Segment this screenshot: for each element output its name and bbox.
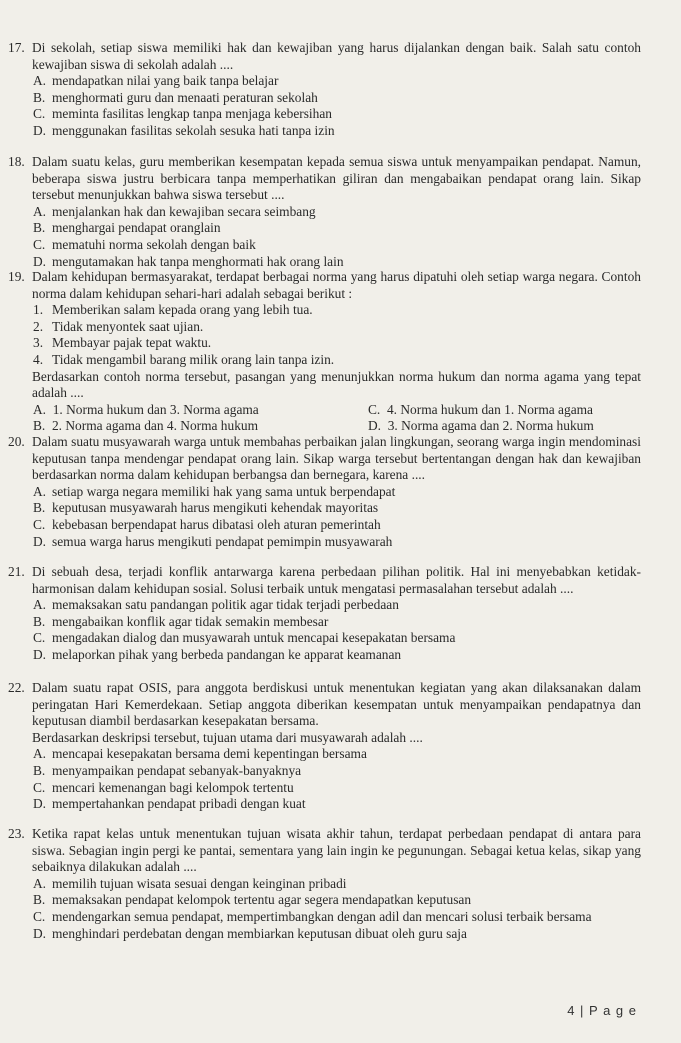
- option-b: B. menyampaikan pendapat sebanyak-banyaknya: [33, 762, 302, 778]
- option-d: D. melaporkan pihak yang berbeda pandangan ke apparat keamanan: [33, 646, 402, 662]
- question-stem: Dalam suatu musyawarah warga untuk membahas perbaikan jalan lingkungan, seorang warga ingin mendominasi keputusan tanpa mendengar pendapat orang lain. Sikap warga tersebut bertentangan dengan hak dan kewajiban berdasarkan norma dalam kehidupan berbangsa dan bernegara, karena ....: [32, 434, 641, 483]
- question-stem-2: Berdasarkan contoh norma tersebut, pasangan yang menunjukkan norma hukum dan norma agama yang tepat adalah ....: [32, 368, 641, 401]
- option-row: [0, 402, 681, 419]
- question-number: 18.: [8, 154, 25, 169]
- option-d: D. 3. Norma agama dan 2. Norma hukum: [368, 418, 594, 434]
- option-a: A. memilih tujuan wisata sesuai dengan keinginan pribadi: [33, 875, 347, 891]
- question-21: [0, 564, 681, 664]
- option-c: C. mendengarkan semua pendapat, mempertimbangkan dengan adil dan mencari solusi terbaik bersama: [33, 908, 592, 924]
- option-a: A. mendapatkan nilai yang baik tanpa belajar: [33, 73, 279, 89]
- question-number: 20.: [8, 434, 25, 449]
- option-b: B. 2. Norma agama dan 4. Norma hukum: [33, 418, 258, 434]
- option-b: B. keputusan musyawarah harus mengikuti kehendak mayoritas: [33, 500, 379, 516]
- option-d: D. menggunakan fasilitas sekolah sesuka hati tanpa izin: [33, 122, 335, 138]
- option-a: A. menjalankan hak dan kewajiban secara seimbang: [33, 203, 316, 219]
- question-20: [0, 434, 681, 550]
- question-stem-2: Berdasarkan deskripsi tersebut, tujuan utama dari musyawarah adalah ....: [32, 729, 423, 745]
- question-stem: Dalam kehidupan bermasyarakat, terdapat berbagai norma yang harus dipatuhi oleh setiap warga negara. Contoh norma dalam kehidupan sehari-hari adalah sebagai berikut :: [32, 269, 641, 301]
- option-a: A. memaksakan satu pandangan politik agar tidak terjadi perbedaan: [33, 597, 399, 613]
- option-c: C. kebebasan berpendapat harus dibatasi oleh aturan pemerintah: [33, 516, 381, 532]
- option-d: D. mempertahankan pendapat pribadi dengan kuat: [33, 796, 306, 812]
- question-stem: Dalam suatu kelas, guru memberikan kesempatan kepada semua siswa untuk menyampaikan pendapat. Namun, beberapa siswa justru berbicara tanpa memperhatikan giliran dan mengabaikan pendapat orang lain. Sikap tersebut menunjukkan bahwa siswa tersebut ....: [32, 154, 641, 203]
- question-17: [0, 40, 681, 140]
- question-number: 22.: [8, 680, 25, 695]
- question-stem: Di sebuah desa, terjadi konflik antarwarga karena perbedaan pilihan politik. Hal ini menyebabkan ketidak-harmonisan dalam kehidupan sosial. Solusi terbaik untuk mengatasi permasalahan tersebut adalah ....: [32, 564, 641, 596]
- question-number: 23.: [8, 826, 25, 841]
- question-stem: Ketika rapat kelas untuk menentukan tujuan wisata akhir tahun, terdapat perbedaan pendapat di antara para siswa. Sebagian ingin pergi ke pantai, sementara yang lain ingin ke pegunungan. Sebagai ketua kelas, sikap yang sebaiknya dilakukan adalah ....: [32, 826, 641, 875]
- option-c: C. mengadakan dialog dan musyawarah untuk mencapai kesepakatan bersama: [33, 630, 456, 646]
- question-stem: Dalam suatu rapat OSIS, para anggota berdiskusi untuk menentukan kegiatan yang akan dilaksanakan dalam peringatan Hari Kemerdekaan. Setiap anggota diberikan kesempatan untuk menyampaikan pendapatnya dan keputusan diambil berdasarkan kesepakatan bersama.: [32, 680, 641, 729]
- option-c: C. meminta fasilitas lengkap tanpa menjaga kebersihan: [33, 106, 332, 122]
- question-number: 21.: [8, 564, 25, 579]
- option-a: A. mencapai kesepakatan bersama demi kepentingan bersama: [33, 746, 367, 762]
- list-item: 3. Membayar pajak tepat waktu.: [33, 335, 212, 351]
- question-stem: Di sekolah, setiap siswa memiliki hak dan kewajiban yang harus dijalankan dengan baik. Salah satu contoh kewajiban siswa di sekolah adalah ....: [32, 40, 641, 72]
- option-row: [0, 418, 681, 435]
- list-item: 1. Memberikan salam kepada orang yang lebih tua.: [33, 302, 313, 318]
- question-number: 17.: [8, 40, 25, 55]
- option-c: C. 4. Norma hukum dan 1. Norma agama: [368, 401, 593, 417]
- option-b: B. menghormati guru dan menaati peraturan sekolah: [33, 89, 318, 105]
- option-b: B. menghargai pendapat oranglain: [33, 220, 221, 236]
- option-a: A. setiap warga negara memiliki hak yang sama untuk berpendapat: [33, 483, 396, 499]
- question-19: [0, 269, 681, 435]
- option-c: C. mematuhi norma sekolah dengan baik: [33, 236, 256, 252]
- question-22: [0, 680, 681, 813]
- list-item: 4. Tidak mengambil barang milik orang lain tanpa izin.: [33, 351, 335, 367]
- option-b: B. memaksakan pendapat kelompok tertentu agar segera mendapatkan keputusan: [33, 892, 472, 908]
- option-a: A. 1. Norma hukum dan 3. Norma agama: [33, 401, 259, 417]
- option-d: D. menghindari perdebatan dengan membiarkan keputusan dibuat oleh guru saja: [33, 925, 467, 941]
- page-number: 4 | P a g e: [567, 1003, 637, 1018]
- list-item: 2. Tidak menyontek saat ujian.: [33, 318, 204, 334]
- option-b: B. mengabaikan konflik agar tidak semakin membesar: [33, 613, 329, 629]
- option-d: D. mengutamakan hak tanpa menghormati hak orang lain: [33, 253, 344, 269]
- option-d: D. semua warga harus mengikuti pendapat pemimpin musyawarah: [33, 533, 393, 549]
- option-c: C. mencari kemenangan bagi kelompok tertentu: [33, 779, 294, 795]
- question-18: [0, 154, 681, 270]
- question-number: 19.: [8, 269, 25, 284]
- question-23: [0, 826, 681, 942]
